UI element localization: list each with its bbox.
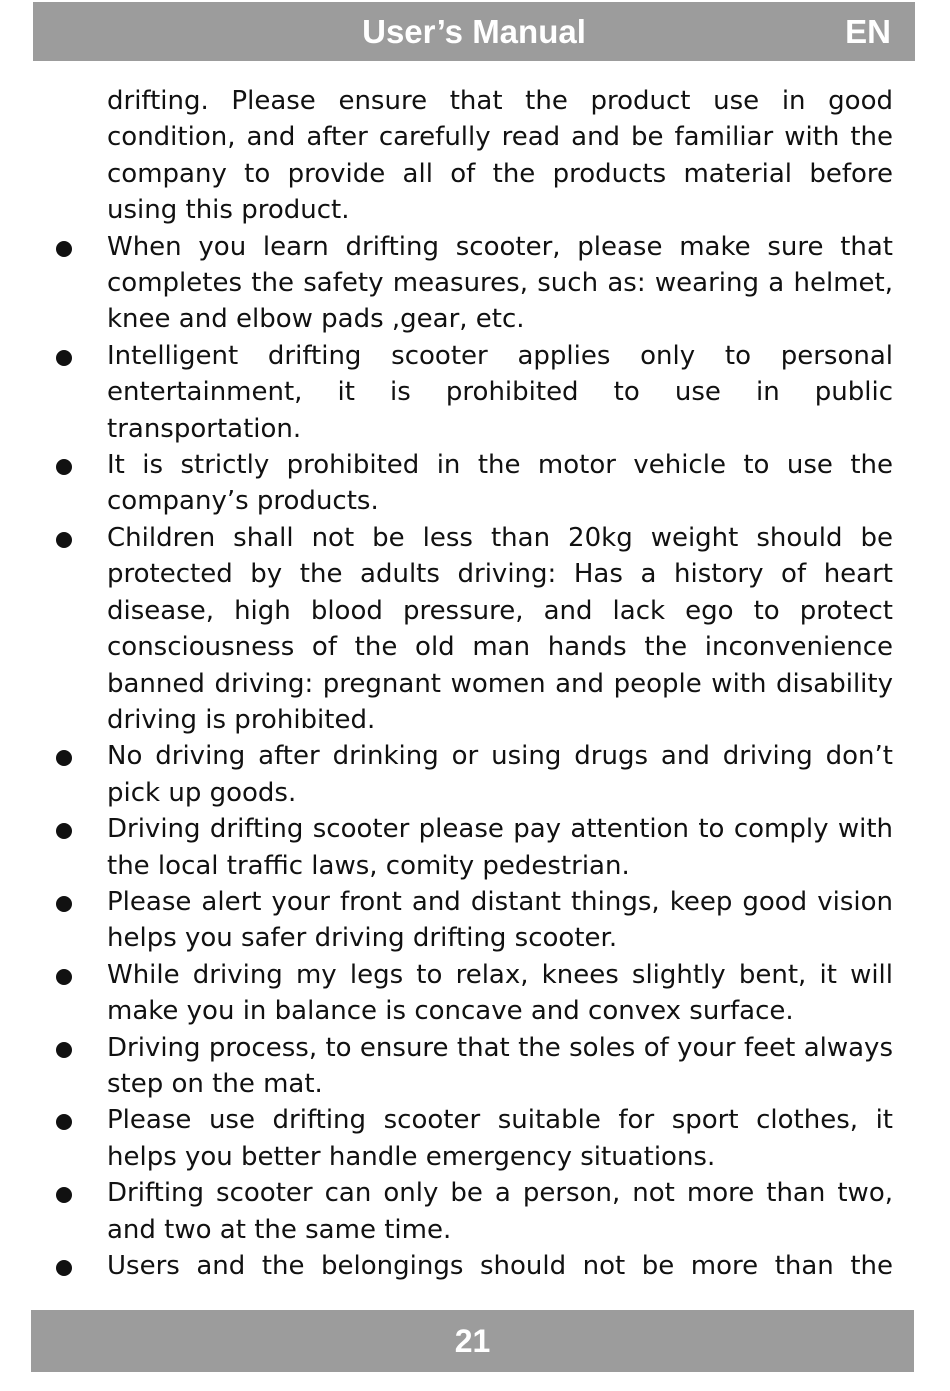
bullet-icon — [56, 969, 72, 985]
list-item-text: Children shall not be less than 20kg weight should be protected by the adults driving: Has a history of heart disease, high blood pressure, and lack ego to protect consciousness of the old man hands the inconvenience banned driving: pregnant women and people with disability driving is prohibited. — [107, 522, 893, 735]
bullet-icon — [56, 1114, 72, 1130]
list-item — [107, 338, 893, 447]
bullet-icon — [56, 1260, 72, 1276]
bullet-icon — [56, 532, 72, 548]
list-item-text: It is strictly prohibited in the motor vehicle to use the company’s products. — [107, 450, 893, 517]
manual-content — [107, 83, 893, 1284]
bullet-icon — [56, 1042, 72, 1058]
list-item-text: Please use drifting scooter suitable for sport clothes, it helps you better handle emergency situations. — [107, 1105, 893, 1172]
list-item-text: Driving process, to ensure that the soles of your feet always step on the mat. — [107, 1032, 893, 1099]
list-item — [107, 1102, 893, 1175]
list-item — [107, 957, 893, 1030]
bullet-icon — [56, 823, 72, 839]
list-item-text: Users and the belongings should not be more than the — [107, 1251, 893, 1281]
page-footer — [31, 1310, 914, 1372]
bullet-icon — [56, 350, 72, 366]
list-item-text: Driving drifting scooter please pay attention to comply with the local traffic laws, comity pedestrian. — [107, 814, 893, 881]
list-item-text: Please alert your front and distant things, keep good vision helps you safer driving drifting scooter. — [107, 886, 893, 954]
bullet-icon — [56, 896, 72, 912]
continuation-paragraph: drifting. Please ensure that the product use in good condition, and after carefully read and be familiar with the company to provide all of the products material before using this product. — [107, 86, 893, 226]
list-item-text: Drifting scooter can only be a person, not more than two, and two at the same time. — [107, 1178, 893, 1245]
bullet-icon — [56, 1187, 72, 1203]
page-header — [33, 2, 915, 61]
bullet-icon — [56, 459, 72, 475]
list-item — [107, 738, 893, 811]
list-item — [107, 811, 893, 884]
list-item — [107, 1248, 893, 1284]
bullet-icon — [56, 750, 72, 766]
page-number: 21 — [454, 1323, 491, 1359]
list-item — [107, 1175, 893, 1248]
list-item-text: While driving my legs to relax, knees slightly bent, it will make you in balance is concave and convex surface. — [107, 959, 893, 1027]
list-item-text: When you learn drifting scooter, please make sure that completes the safety measures, such as: wearing a helmet, knee and elbow pads ,gear, etc. — [107, 231, 893, 335]
header-title: User’s Manual — [362, 13, 586, 50]
list-item — [107, 229, 893, 338]
language-label: EN — [845, 13, 891, 50]
list-item-text: Intelligent drifting scooter applies only to personal entertainment, it is prohibited to use in public transportation. — [107, 340, 893, 444]
list-item — [107, 1030, 893, 1103]
list-item-text: No driving after drinking or using drugs and driving don’t pick up goods. — [107, 741, 893, 808]
list-item — [107, 884, 893, 957]
list-item — [107, 520, 893, 738]
list-item — [107, 447, 893, 520]
bullet-icon — [56, 241, 72, 257]
